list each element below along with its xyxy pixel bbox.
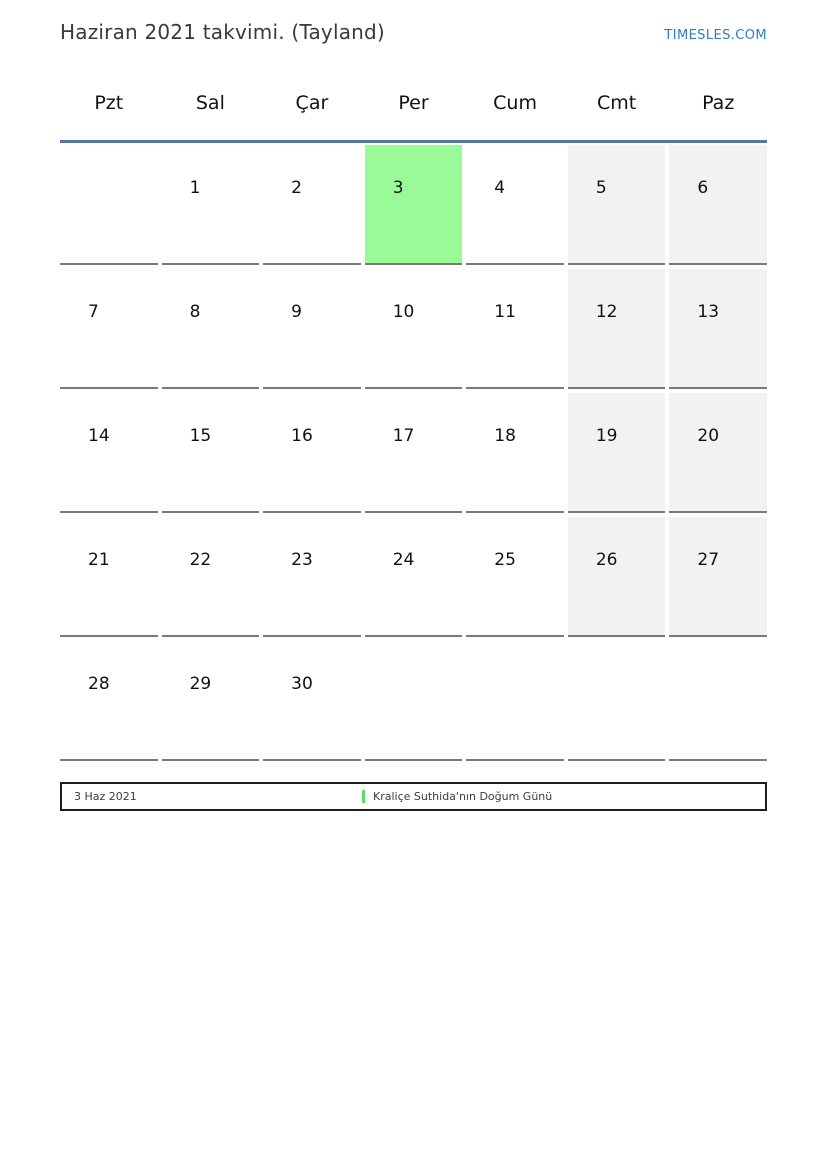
day-cell-28	[60, 641, 158, 761]
day-number: 3	[392, 178, 404, 198]
day-cell-27	[669, 517, 767, 637]
day-number: 5	[595, 178, 607, 198]
empty-cell	[669, 641, 767, 761]
day-cell-4	[466, 145, 564, 265]
day-cell-11	[466, 269, 564, 389]
event-date: 3 Haz 2021	[74, 790, 137, 803]
day-header-cmt: Cmt	[597, 92, 637, 114]
day-cell-14	[60, 393, 158, 513]
day-number: 8	[189, 302, 201, 322]
day-cell-21	[60, 517, 158, 637]
day-number: 1	[189, 178, 201, 198]
day-cell-17	[365, 393, 463, 513]
day-number: 24	[392, 550, 415, 570]
page-header	[60, 18, 767, 46]
day-header-cum: Cum	[493, 92, 537, 114]
day-cell-6	[669, 145, 767, 265]
day-number: 20	[697, 426, 720, 446]
day-number: 27	[697, 550, 720, 570]
day-number: 19	[595, 426, 618, 446]
day-cell-24	[365, 517, 463, 637]
day-cell-18	[466, 393, 564, 513]
empty-cell	[60, 145, 158, 265]
event-entry	[362, 790, 552, 803]
day-cell-2	[263, 145, 361, 265]
day-number: 28	[88, 674, 110, 694]
day-number: 29	[189, 674, 212, 694]
day-number: 30	[291, 674, 313, 694]
day-cell-15	[162, 393, 260, 513]
day-cell-16	[263, 393, 361, 513]
day-cell-23	[263, 517, 361, 637]
day-number: 14	[88, 426, 110, 446]
day-number: 2	[291, 178, 302, 198]
day-header-car: Çar	[295, 92, 329, 114]
day-cell-30	[263, 641, 361, 761]
calendar	[60, 92, 767, 761]
day-number: 6	[697, 178, 709, 198]
day-number: 4	[494, 178, 506, 198]
day-number: 17	[392, 426, 415, 446]
day-number: 25	[494, 550, 516, 570]
day-number: 13	[697, 302, 720, 322]
day-header-sal: Sal	[195, 92, 225, 114]
day-header-row	[60, 92, 767, 143]
day-number: 23	[291, 550, 313, 570]
event-title: Kraliçe Suthida'nın Doğum Günü	[373, 790, 553, 803]
day-number: 12	[595, 302, 618, 322]
day-number: 7	[88, 302, 99, 322]
day-number: 10	[392, 302, 415, 322]
day-cell-7	[60, 269, 158, 389]
day-cell-19	[568, 393, 666, 513]
day-cell-20	[669, 393, 767, 513]
day-cell-8	[162, 269, 260, 389]
page-title: Haziran 2021 takvimi. (Tayland)	[60, 20, 385, 44]
empty-cell	[365, 641, 463, 761]
day-number: 18	[494, 426, 516, 446]
day-number: 22	[189, 550, 212, 570]
day-cell-1	[162, 145, 260, 265]
day-cell-13	[669, 269, 767, 389]
day-number: 16	[291, 426, 313, 446]
day-header-paz: Paz	[702, 92, 735, 114]
site-link[interactable]: TIMESLES.COM	[664, 28, 767, 43]
event-box	[60, 782, 767, 811]
day-cell-12	[568, 269, 666, 389]
day-number: 9	[291, 302, 302, 322]
calendar-grid	[60, 145, 767, 761]
day-number: 21	[88, 550, 110, 570]
day-header-pzt: Pzt	[94, 92, 124, 114]
empty-cell	[466, 641, 564, 761]
empty-cell	[568, 641, 666, 761]
day-cell-26	[568, 517, 666, 637]
day-number: 26	[595, 550, 618, 570]
day-cell-3	[365, 145, 463, 265]
day-cell-22	[162, 517, 260, 637]
event-marker-icon	[362, 790, 365, 803]
day-header-per: Per	[398, 92, 429, 114]
day-cell-25	[466, 517, 564, 637]
day-number: 15	[189, 426, 212, 446]
day-cell-9	[263, 269, 361, 389]
day-number: 11	[494, 302, 516, 322]
day-cell-10	[365, 269, 463, 389]
day-cell-5	[568, 145, 666, 265]
day-cell-29	[162, 641, 260, 761]
